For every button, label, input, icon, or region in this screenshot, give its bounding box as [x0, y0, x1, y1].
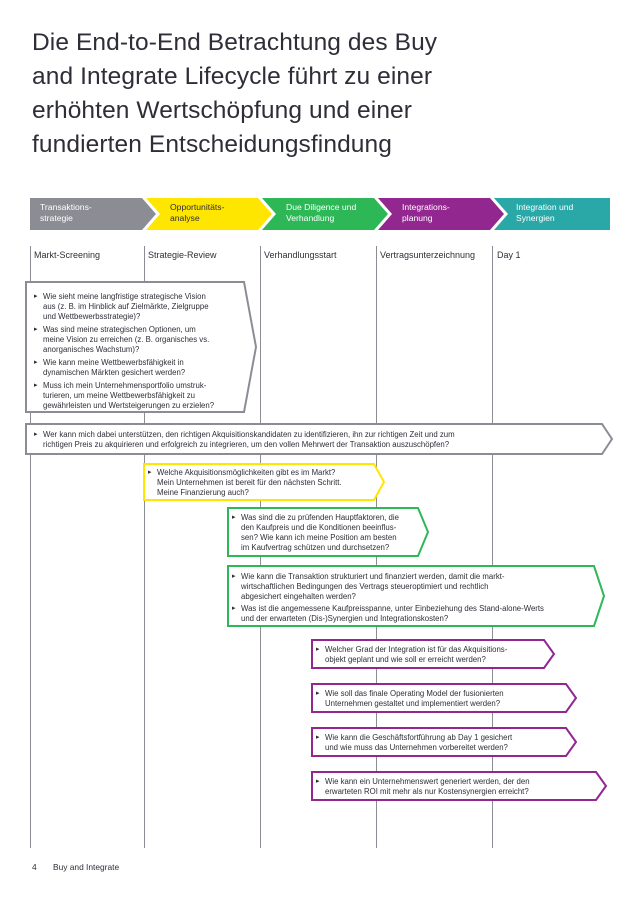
question-group-integration-degree [316, 645, 548, 665]
question-item [316, 733, 570, 753]
question-line: objekt geplant und wie soll er erreicht werden? [325, 655, 486, 664]
question-group-value [316, 777, 600, 797]
phase-label-line: Verhandlung [286, 213, 335, 223]
question-line: ▸ Wie kann die Geschäftsfortführung ab Day 1 gesichert [325, 733, 513, 742]
question-line: ▸ Muss ich mein Unternehmensportfolio umstruk- [43, 381, 207, 390]
page-footer [32, 862, 119, 872]
title-line: Die End-to-End Betrachtung des Buy [32, 29, 438, 56]
question-item [34, 325, 249, 355]
question-line: und Wettbewerbsstrategie)? [43, 312, 141, 321]
question-item [316, 645, 548, 665]
phase-label-line: analyse [170, 213, 200, 223]
phase-label-line: Due Diligence und [286, 202, 357, 212]
question-item [34, 292, 249, 322]
question-line: ▸ Wie sieht meine langfristige strategische Vision [43, 292, 206, 301]
question-line: turieren, um meine Wettbewerbsfähigkeit zu [43, 391, 195, 400]
question-line: ▸ Was sind die zu prüfenden Hauptfaktoren, die [241, 513, 399, 522]
question-line: richtigen Preis zu akquirieren und erfolgreich zu integrieren, um den vollen Mehrwert der Transaktion auszuschöpfen? [43, 440, 450, 449]
question-line: ▸ Wie kann ein Unternehmenswert generiert werden, der den [325, 777, 530, 786]
question-group-lifecycle [34, 430, 602, 450]
question-line: Unternehmen gestaltet und implementiert werden? [325, 699, 501, 708]
phase-label-line: Integrations- [402, 202, 450, 212]
title-line: erhöhten Wertschöpfung und einer [32, 97, 413, 124]
question-line: Meine Finanzierung auch? [157, 488, 249, 497]
question-line: erwarteten ROI mit mehr als nur Kostensynergien erreicht? [325, 787, 529, 796]
milestone-day-1: Day 1 [497, 250, 521, 260]
phase-label-line: Transaktions- [40, 202, 92, 212]
question-group-strategy [34, 292, 249, 411]
question-line: den Kaufpreis und die Konditionen beeinflus- [241, 523, 397, 532]
question-item [316, 777, 600, 797]
milestone-contract-signing: Vertragsunterzeichnung [380, 250, 476, 260]
question-item [34, 358, 249, 378]
page-number: 4 [32, 862, 37, 872]
question-line: abgesichert eingehalten werden? [241, 592, 356, 601]
phase-label-line: planung [402, 213, 433, 223]
question-line: meine Vision zu erreichen (z. B. organisches vs. [43, 335, 210, 344]
question-item [34, 430, 602, 450]
milestone-market-screening: Markt-Screening [34, 250, 101, 260]
question-line: im Kaufvertrag schützen und durchsetzen? [241, 543, 390, 552]
question-item [232, 513, 422, 553]
question-line: ▸ Welche Akquisitionsmöglichkeiten gibt es im Markt? [157, 468, 336, 477]
footer-text: Buy and Integrate [53, 862, 120, 872]
question-group-negotiation [232, 572, 597, 624]
phase-label-line: Opportunitäts- [170, 202, 225, 212]
phase-label-line: strategie [40, 213, 73, 223]
question-line: dynamischen Märkten gesichert werden? [43, 368, 186, 377]
milestone-negotiation-start: Verhandlungsstart [264, 250, 337, 260]
question-item [232, 572, 597, 602]
question-line: anorganisches Wachstum)? [43, 345, 140, 354]
question-line: und wie muss das Unternehmen vorbereitet werden? [325, 743, 508, 752]
question-line: Mein Unternehmen ist bereit für den nächsten Schritt. [157, 478, 342, 487]
question-line: wirtschaftlichen Bedingungen des Vertrags steueroptimiert und rechtlich [241, 582, 489, 591]
question-line: sen? Wie kann ich meine Position am besten [241, 533, 397, 542]
question-line: ▸ Was ist die angemessene Kaufpreisspanne, unter Einbeziehung des Stand-alone-Werts [241, 604, 544, 613]
phase-label-line: Synergien [516, 213, 555, 223]
title-line: and Integrate Lifecycle führt zu einer [32, 63, 433, 90]
question-line: ▸ Wie kann die Transaktion strukturiert und finanziert werden, damit die markt- [241, 572, 505, 581]
question-line: und der erwarteten (Dis-)Synergien und Integrationskosten? [241, 614, 449, 623]
question-group-diligence [232, 513, 422, 553]
question-line: aus (z. B. im Hinblick auf Zielmärkte, Zielgruppe [43, 302, 209, 311]
question-item [34, 381, 249, 411]
question-group-operating-model [316, 689, 570, 709]
question-item [316, 689, 570, 709]
question-line: ▸ Wer kann mich dabei unterstützen, den richtigen Akquisitionskandidaten zu identifizieren, ihn zur richtigen Zeit und zum [43, 430, 455, 439]
question-item [232, 604, 597, 624]
question-line: ▸ Wie kann meine Wettbewerbsfähigkeit in [43, 358, 184, 367]
question-line: ▸ Welcher Grad der Integration ist für das Akquisitions- [325, 645, 508, 654]
phase-label-line: Integration und [516, 202, 574, 212]
question-line: gewährleisten und Wertsteigerungen zu erzielen? [43, 401, 215, 410]
question-group-day1 [316, 733, 570, 753]
question-item [148, 468, 378, 498]
milestone-strategy-review: Strategie-Review [148, 250, 217, 260]
question-line: ▸ Wie soll das finale Operating Model der fusionierten [325, 689, 504, 698]
title-line: fundierten Entscheidungsfindung [32, 131, 392, 158]
question-line: ▸ Was sind meine strategischen Optionen, um [43, 325, 196, 334]
question-group-opportunity [148, 468, 378, 498]
